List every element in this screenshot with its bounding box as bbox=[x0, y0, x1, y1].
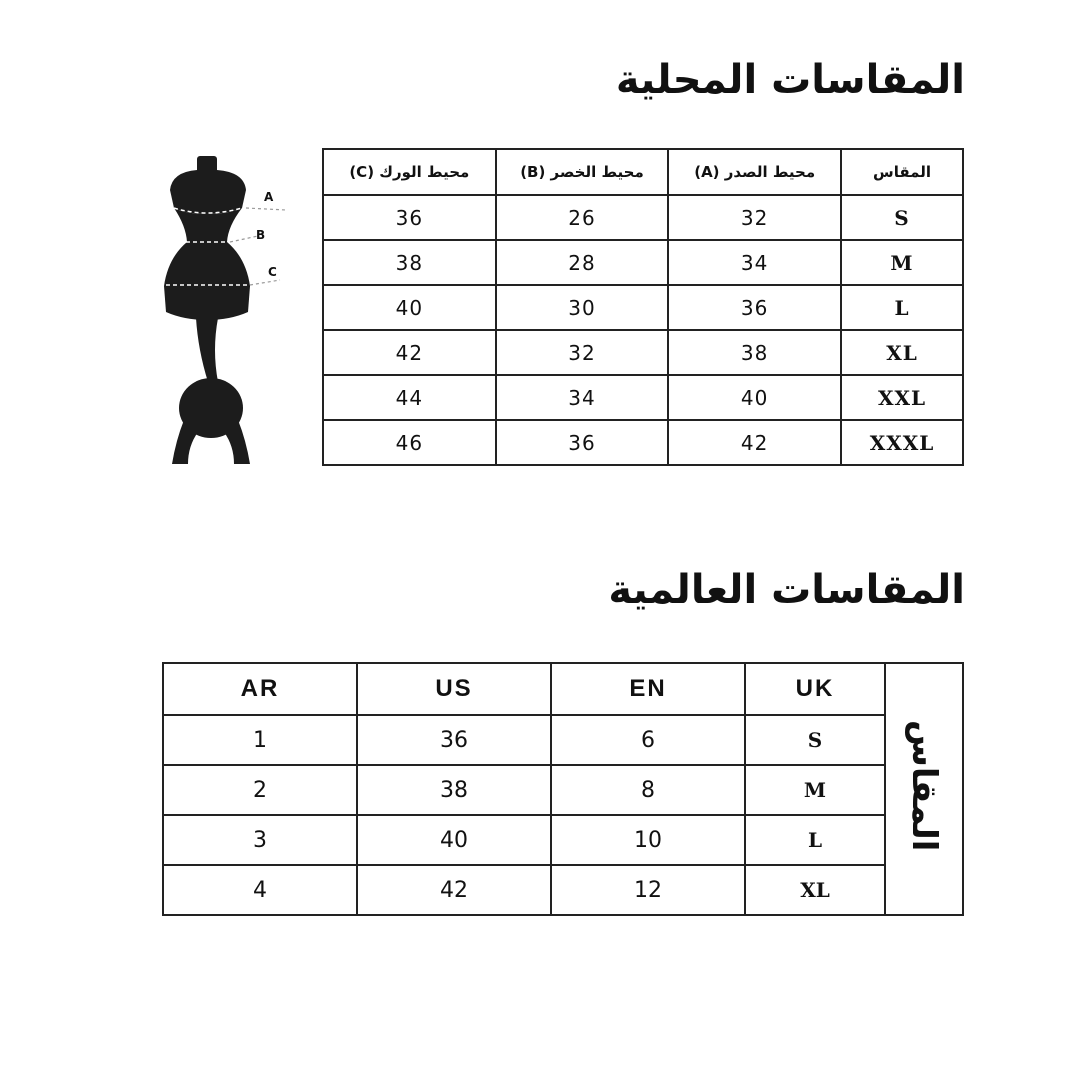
hip-cell: 44 bbox=[323, 375, 496, 420]
table-row bbox=[323, 240, 963, 285]
size-cell: XXXL bbox=[841, 420, 963, 465]
ar-header: AR bbox=[163, 663, 357, 715]
bust-cell: 32 bbox=[668, 195, 841, 240]
uk-cell: L bbox=[745, 815, 885, 865]
ar-cell: 4 bbox=[163, 865, 357, 915]
uk-cell: XL bbox=[745, 865, 885, 915]
size-cell: M bbox=[841, 240, 963, 285]
table-row bbox=[163, 765, 963, 815]
en-cell: 10 bbox=[551, 815, 745, 865]
hip-cell: 42 bbox=[323, 330, 496, 375]
mannequin-label-a: A bbox=[264, 190, 274, 204]
international-sizes-title: المقاسات العالمية bbox=[608, 567, 965, 613]
waist-cell: 36 bbox=[496, 420, 669, 465]
waist-header: محيط الخصر (B) bbox=[496, 149, 669, 195]
us-cell: 36 bbox=[357, 715, 551, 765]
uk-header: UK bbox=[745, 663, 885, 715]
en-cell: 8 bbox=[551, 765, 745, 815]
vertical-size-label-cell bbox=[885, 663, 963, 915]
table-row bbox=[323, 285, 963, 330]
mannequin-icon bbox=[150, 150, 300, 470]
table-row bbox=[323, 330, 963, 375]
en-cell: 6 bbox=[551, 715, 745, 765]
us-cell: 38 bbox=[357, 765, 551, 815]
waist-cell: 28 bbox=[496, 240, 669, 285]
waist-cell: 32 bbox=[496, 330, 669, 375]
us-cell: 40 bbox=[357, 815, 551, 865]
table-row bbox=[163, 865, 963, 915]
hip-cell: 40 bbox=[323, 285, 496, 330]
ar-cell: 1 bbox=[163, 715, 357, 765]
size-header: المقاس bbox=[841, 149, 963, 195]
table-row bbox=[323, 195, 963, 240]
waist-cell: 26 bbox=[496, 195, 669, 240]
size-cell: S bbox=[841, 195, 963, 240]
uk-cell: M bbox=[745, 765, 885, 815]
en-header: EN bbox=[551, 663, 745, 715]
size-cell: L bbox=[841, 285, 963, 330]
bust-cell: 36 bbox=[668, 285, 841, 330]
bust-cell: 42 bbox=[668, 420, 841, 465]
bust-cell: 40 bbox=[668, 375, 841, 420]
vertical-size-label: المقاس bbox=[904, 720, 944, 852]
hip-cell: 38 bbox=[323, 240, 496, 285]
ar-cell: 3 bbox=[163, 815, 357, 865]
hip-header: محيط الورك (C) bbox=[323, 149, 496, 195]
hip-cell: 36 bbox=[323, 195, 496, 240]
waist-cell: 34 bbox=[496, 375, 669, 420]
bust-cell: 38 bbox=[668, 330, 841, 375]
mannequin-label-b: B bbox=[256, 228, 266, 242]
table-row bbox=[163, 715, 963, 765]
table-row bbox=[163, 815, 963, 865]
us-header: US bbox=[357, 663, 551, 715]
local-sizes-table bbox=[322, 148, 964, 466]
size-cell: XL bbox=[841, 330, 963, 375]
waist-cell: 30 bbox=[496, 285, 669, 330]
local-sizes-title: المقاسات المحلية bbox=[615, 57, 965, 103]
table-row bbox=[323, 375, 963, 420]
local-header-row bbox=[323, 149, 963, 195]
size-cell: XXL bbox=[841, 375, 963, 420]
en-cell: 12 bbox=[551, 865, 745, 915]
international-sizes-table bbox=[162, 662, 964, 916]
us-cell: 42 bbox=[357, 865, 551, 915]
hip-cell: 46 bbox=[323, 420, 496, 465]
mannequin-label-c: C bbox=[268, 265, 277, 279]
bust-cell: 34 bbox=[668, 240, 841, 285]
ar-cell: 2 bbox=[163, 765, 357, 815]
uk-cell: S bbox=[745, 715, 885, 765]
intl-header-row bbox=[163, 663, 963, 715]
bust-header: محيط الصدر (A) bbox=[668, 149, 841, 195]
table-row bbox=[323, 420, 963, 465]
